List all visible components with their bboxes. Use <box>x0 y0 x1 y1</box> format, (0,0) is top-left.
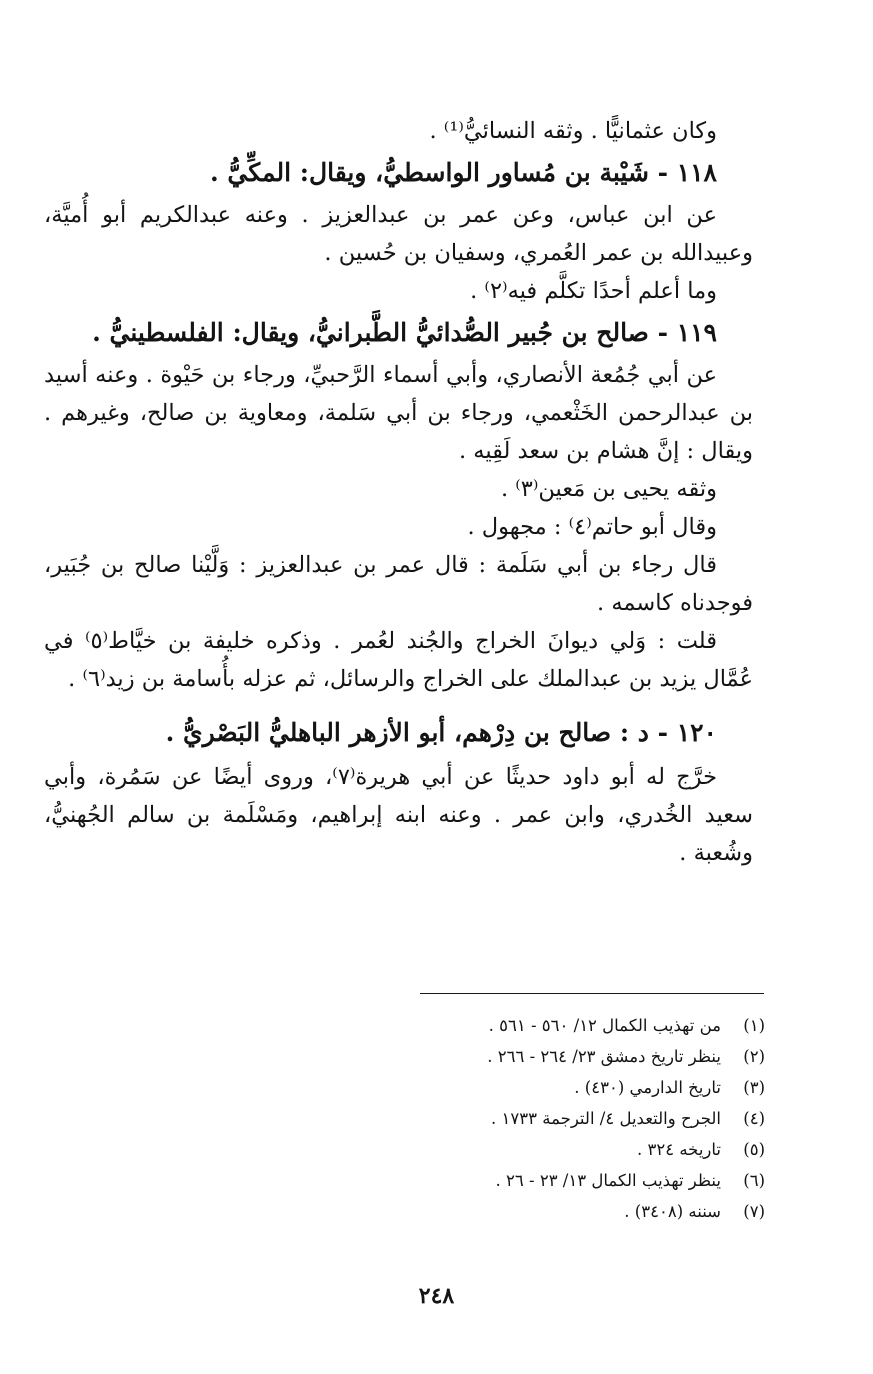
footnote-item <box>365 1134 765 1165</box>
main-text <box>44 112 753 872</box>
footnote-text: الجرح والتعديل ٤/ الترجمة ١٧٣٣ . <box>491 1109 721 1128</box>
footnote-number: (٧) <box>743 1202 765 1221</box>
footnote-number: (١) <box>743 1016 765 1035</box>
page-number: ٢٤٨ <box>418 1283 455 1309</box>
footnote-item <box>365 1103 765 1134</box>
entry-heading-119: ١١٩ - صالح بن جُبير الصُّدائيُّ الطَّبرانيُّ، ويقال: الفلسطينيُّ . <box>92 318 717 347</box>
paragraph-6: وقال أبو حاتم⁽٤⁾ : مجهول . <box>467 514 717 540</box>
footnote-item <box>365 1196 765 1227</box>
footnote-number: (٢) <box>743 1047 765 1066</box>
footnote-text: سننه (٣٤٠٨) . <box>624 1202 721 1221</box>
footnote-number: (٤) <box>743 1109 765 1128</box>
entry-heading-118: ١١٨ - شَيْبة بن مُساور الواسطيُّ، ويقال: المكِّيُّ . <box>209 158 717 187</box>
paragraph-4: عن أبي جُمُعة الأنصاري، وأبي أسماء الرَّحبيِّ، ورجاء بن حَيْوة . وعنه أسيد بن عبدالرحمن الخَثْعمي، ورجاء بن أبي سَلمة، ومعاوية بن صالح، وغيرهم . ويقال : إنَّ هشام بن سعد لَقِيه . <box>44 362 753 464</box>
paragraph-9: خرَّج له أبو داود حديثًا عن أبي هريرة⁽٧⁾، وروى أيضًا عن سَمُرة، وأبي سعيد الخُدري، وابن عمر . وعنه ابنه إبراهيم، ومَسْلَمة بن سالم الجُهنيُّ، وشُعبة . <box>44 764 753 866</box>
paragraph-8: قلت : وَلي ديوانَ الخراج والجُند لعُمر . وذكره خليفة بن خيَّاط⁽٥⁾ في عُمَّال يزيد بن عبدالملك على الخراج والرسائل، ثم عزله بأُسامة بن زيد⁽٦⁾ . <box>44 628 753 692</box>
footnote-item <box>365 1072 765 1103</box>
paragraph-3: وما أعلم أحدًا تكلَّم فيه⁽٢⁾ . <box>470 278 717 304</box>
footnote-number: (٥) <box>743 1140 765 1159</box>
footnote-text: ينظر تاريخ دمشق ٢٣/ ٢٦٤ - ٢٦٦ . <box>487 1047 721 1066</box>
footnote-number: (٣) <box>743 1078 765 1097</box>
footnote-item <box>365 1010 765 1041</box>
footnote-item <box>365 1165 765 1196</box>
footnotes-list <box>365 1010 765 1227</box>
footnote-item <box>365 1041 765 1072</box>
footnote-text: ينظر تهذيب الكمال ١٣/ ٢٣ - ٢٦ . <box>495 1171 721 1190</box>
footnote-divider <box>420 993 764 994</box>
footnote-text: تاريخه ٣٢٤ . <box>636 1140 721 1159</box>
footnote-text: من تهذيب الكمال ١٢/ ٥٦٠ - ٥٦١ . <box>488 1016 721 1035</box>
paragraph-2: عن ابن عباس، وعن عمر بن عبدالعزيز . وعنه عبدالكريم أبو أُميَّة، وعبيدالله بن عمر العُمري، وسفيان بن حُسين . <box>44 202 753 266</box>
footnote-number: (٦) <box>743 1171 765 1190</box>
paragraph-5: وثقه يحيى بن مَعين⁽٣⁾ . <box>500 476 717 502</box>
paragraph-7: قال رجاء بن أبي سَلَمة : قال عمر بن عبدالعزيز : وَلَّيْنا صالح بن جُبَير، فوجدناه كاسمه . <box>44 552 753 616</box>
paragraph-1: وكان عثمانيًّا . وثقه النسائيُّ⁽¹⁾ . <box>429 118 717 144</box>
entry-heading-120: ١٢٠ - د : صالح بن دِرْهم، أبو الأزهر الباهليُّ البَصْريُّ . <box>165 718 717 747</box>
footnote-text: تاريخ الدارمي (٤٣٠) . <box>574 1078 721 1097</box>
